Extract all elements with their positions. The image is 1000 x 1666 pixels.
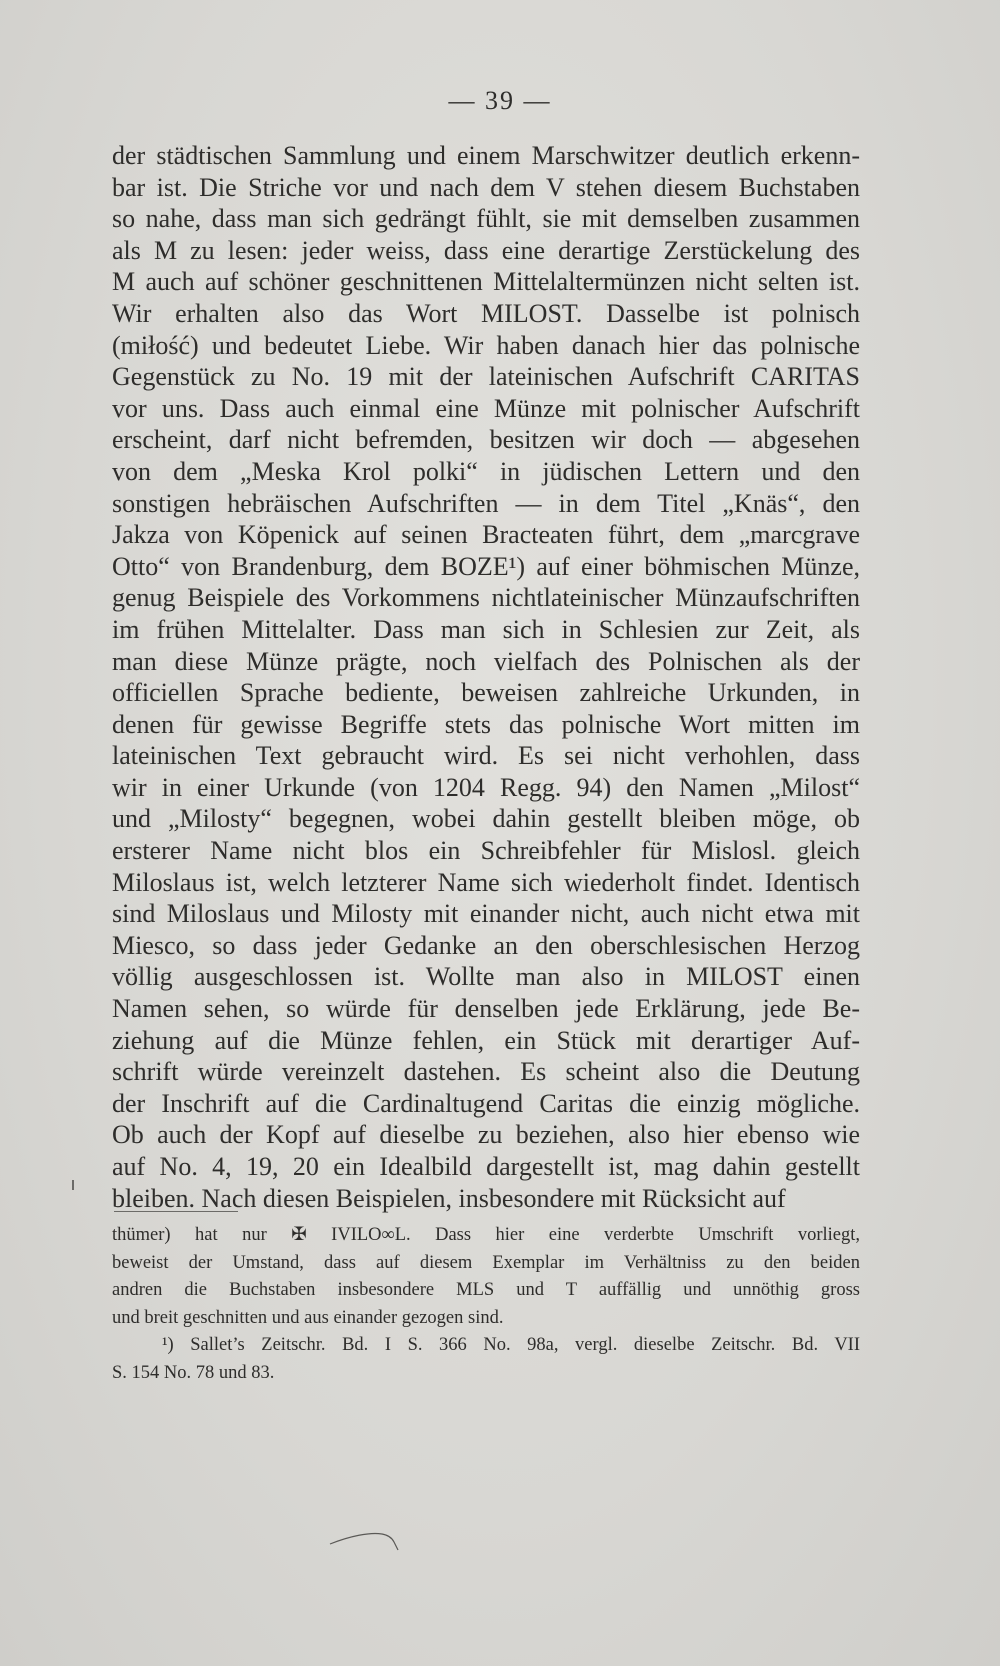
footnote-divider bbox=[114, 1211, 238, 1212]
text-line: von dem „Meska Krol polki“ in jüdischen Lettern und den bbox=[112, 456, 860, 486]
text-line: Namen sehen, so würde für denselben jede Erklärung, jede Be- bbox=[112, 994, 860, 1024]
text-line: vor uns. Dass auch einmal eine Münze mit polnischer Aufschrift bbox=[112, 393, 860, 423]
text-line: Wir erhalten also das Wort MILOST. Dasselbe ist polnisch bbox=[112, 298, 860, 328]
text-line: genug Beispiele des Vorkommens nichtlateinischer Münzaufschriften bbox=[112, 583, 860, 613]
text-line: der Inschrift auf die Cardinaltugend Caritas die einzig mögliche. bbox=[112, 1088, 860, 1118]
text-line: Otto“ von Brandenburg, dem BOZE¹) auf einer böhmischen Münze, bbox=[112, 551, 860, 581]
text-line: M auch auf schöner geschnittenen Mittelaltermünzen nicht selten ist. bbox=[112, 267, 860, 297]
text-line: als M zu lesen: jeder weiss, dass eine derartige Zerstückelung des bbox=[112, 235, 860, 265]
footnotes bbox=[112, 1222, 860, 1387]
text-line: so nahe, dass man sich gedrängt fühlt, sie mit demselben zusammen bbox=[112, 204, 860, 234]
text-line: Miloslaus ist, welch letzterer Name sich wiederholt findet. Identisch bbox=[112, 867, 860, 897]
text-line: Ob auch der Kopf auf dieselbe zu beziehen, also hier ebenso wie bbox=[112, 1120, 860, 1150]
page-number: — 39 — bbox=[448, 86, 552, 115]
text-line: bar ist. Die Striche vor und nach dem V stehen diesem Buchstaben bbox=[112, 172, 860, 202]
text-line: auf No. 4, 19, 20 ein Idealbild dargestellt ist, mag dahin gestellt bbox=[112, 1152, 860, 1181]
text-line: Jakza von Köpenick auf seinen Bracteaten führt, dem „marcgrave bbox=[112, 520, 860, 550]
text-line: lateinischen Text gebraucht wird. Es sei nicht verhohlen, dass bbox=[112, 741, 860, 771]
text-line: schrift würde vereinzelt dastehen. Es scheint also die Deutung bbox=[112, 1057, 860, 1087]
text-line: ersterer Name nicht blos ein Schreibfehler für Mislosl. gleich bbox=[112, 836, 860, 866]
text-line: und „Milosty“ begegnen, wobei dahin gestellt bleiben möge, ob bbox=[112, 804, 860, 834]
footnote-line: andren die Buchstaben insbesondere MLS und T auffällig und unnöthig gross bbox=[112, 1280, 860, 1300]
margin-mark bbox=[72, 1180, 74, 1190]
text-line: sind Miloslaus und Milosty mit einander nicht, auch nicht etwa mit bbox=[112, 899, 860, 929]
text-line: im frühen Mittelalter. Dass man sich in Schlesien zur Zeit, als bbox=[112, 614, 860, 644]
text-line: der städtischen Sammlung und einem Marschwitzer deutlich erkenn- bbox=[112, 141, 860, 170]
text-line: (miłość) und bedeutet Liebe. Wir haben danach hier das polnische bbox=[112, 330, 860, 360]
text-line: ziehung auf die Münze fehlen, ein Stück mit derartiger Auf- bbox=[112, 1025, 860, 1055]
main-text bbox=[112, 140, 860, 1214]
footnote-line: ¹) Sallet’s Zeitschr. Bd. I S. 366 No. 98a, vergl. dieselbe Zeitschr. Bd. VII bbox=[162, 1335, 860, 1355]
text-line: völlig ausgeschlossen ist. Wollte man also in MILOST einen bbox=[112, 962, 860, 992]
text-line: bleiben. Nach diesen Beispielen, insbesondere mit Rücksicht auf bbox=[112, 1183, 786, 1213]
text-line: Miesco, so dass jeder Gedanke an den oberschlesischen Herzog bbox=[112, 930, 860, 960]
footnote-line: thümer) hat nur ✠ IVILO∞L. Dass hier eine verderbte Umschrift vorliegt, bbox=[112, 1225, 860, 1245]
end-flourish-ornament bbox=[326, 1518, 426, 1558]
text-line: erscheint, darf nicht befremden, besitzen wir doch — abgesehen bbox=[112, 425, 860, 455]
text-line: Gegenstück zu No. 19 mit der lateinischen Aufschrift CARITAS bbox=[112, 362, 860, 392]
text-line: man diese Münze prägte, noch vielfach des Polnischen als der bbox=[112, 646, 860, 676]
footnote-line: beweist der Umstand, dass auf diesem Exemplar im Verhältniss zu den beiden bbox=[112, 1252, 860, 1273]
footnote-line: und breit geschnitten und aus einander gezogen sind. bbox=[112, 1307, 504, 1328]
text-line: officiellen Sprache bediente, beweisen zahlreiche Urkunden, in bbox=[112, 678, 860, 708]
text-line: denen für gewisse Begriffe stets das polnische Wort mitten im bbox=[112, 709, 860, 739]
text-line: sonstigen hebräischen Aufschriften — in dem Titel „Knäs“, den bbox=[112, 488, 860, 518]
footnote-line: S. 154 No. 78 und 83. bbox=[112, 1362, 275, 1383]
text-line: wir in einer Urkunde (von 1204 Regg. 94) den Namen „Milost“ bbox=[112, 772, 860, 802]
